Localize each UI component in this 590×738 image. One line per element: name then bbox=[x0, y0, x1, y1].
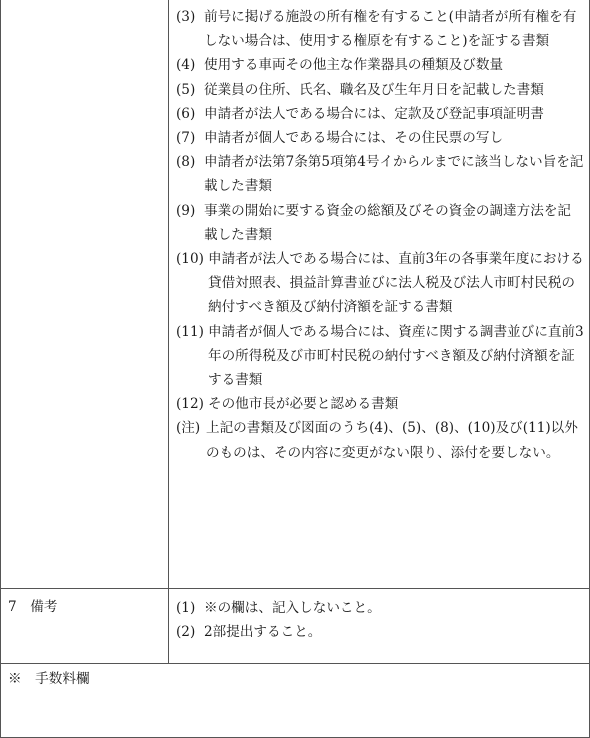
item-number: (3) bbox=[176, 9, 196, 25]
remarks-label: 7 備考 bbox=[8, 599, 58, 615]
required-documents-list bbox=[176, 5, 584, 465]
list-item bbox=[176, 320, 584, 393]
item-number: (11) bbox=[176, 323, 204, 340]
item-text: 申請者が法人である場合には、直前3年の各事業年度における貸借対照表、損益計算書並びに法人税及び法人市町村民税の納付すべき額及び納付済額を証する書類 bbox=[208, 251, 584, 316]
list-item bbox=[176, 392, 584, 416]
item-number: (12) bbox=[176, 396, 204, 413]
item-text: その他市長が必要と認める書類 bbox=[208, 396, 399, 413]
list-item bbox=[176, 620, 584, 644]
item-text: ※の欄は、記入しないこと。 bbox=[204, 600, 381, 616]
item-number: (10) bbox=[176, 251, 204, 268]
item-number: (1) bbox=[176, 600, 196, 616]
item-text: 申請者が法人である場合には、定款及び登記事項証明書 bbox=[204, 105, 544, 122]
column-divider bbox=[168, 0, 169, 663]
list-item bbox=[176, 53, 584, 77]
item-text: 前号に掲げる施設の所有権を有すること(申請者が所有権を有しない場合は、使用する権原を有すること)を証する書類 bbox=[204, 9, 577, 50]
item-number: (6) bbox=[176, 105, 196, 122]
item-text: 使用する車両その他主な作業器具の種類及び数量 bbox=[204, 57, 504, 74]
list-item bbox=[176, 596, 584, 620]
list-item bbox=[176, 199, 584, 247]
item-number: (2) bbox=[176, 624, 196, 641]
list-item bbox=[176, 150, 584, 198]
row-divider-fee bbox=[0, 663, 590, 664]
list-item bbox=[176, 247, 584, 320]
item-text: 申請者が個人である場合には、その住民票の写し bbox=[204, 130, 504, 147]
remarks-list bbox=[176, 596, 584, 644]
item-text: 申請者が法第7条第5項第4号イからルまでに該当しない旨を記載した書類 bbox=[204, 154, 584, 195]
item-number: (8) bbox=[176, 154, 196, 171]
item-number: (9) bbox=[176, 202, 196, 219]
list-item bbox=[176, 5, 584, 53]
item-number: (7) bbox=[176, 130, 196, 147]
item-text: 従業員の住所、氏名、職名及び生年月日を記載した書類 bbox=[204, 81, 544, 98]
item-text: 2部提出すること。 bbox=[204, 624, 322, 641]
list-item bbox=[176, 126, 584, 150]
list-item bbox=[176, 78, 584, 102]
list-item bbox=[176, 102, 584, 126]
note-marker: (注) bbox=[176, 420, 201, 437]
item-number: (5) bbox=[176, 81, 196, 98]
note-item bbox=[176, 416, 584, 464]
note-text: 上記の書類及び図面のうち(4)、(5)、(8)、(10)及び(11)以外のものは、その内容に変更がない限り、添付を要しない。 bbox=[206, 420, 578, 461]
fee-label: ※ 手数料欄 bbox=[8, 671, 90, 687]
row-divider-remarks bbox=[0, 588, 590, 589]
left-border bbox=[0, 0, 1, 738]
item-text: 申請者が個人である場合には、資産に関する調書並びに直前3年の所得税及び市町村民税の納付すべき額及び納付済額を証する書類 bbox=[208, 323, 584, 389]
item-text: 事業の開始に要する資金の総額及びその資金の調達方法を記載した書類 bbox=[204, 202, 572, 243]
item-number: (4) bbox=[176, 57, 196, 74]
